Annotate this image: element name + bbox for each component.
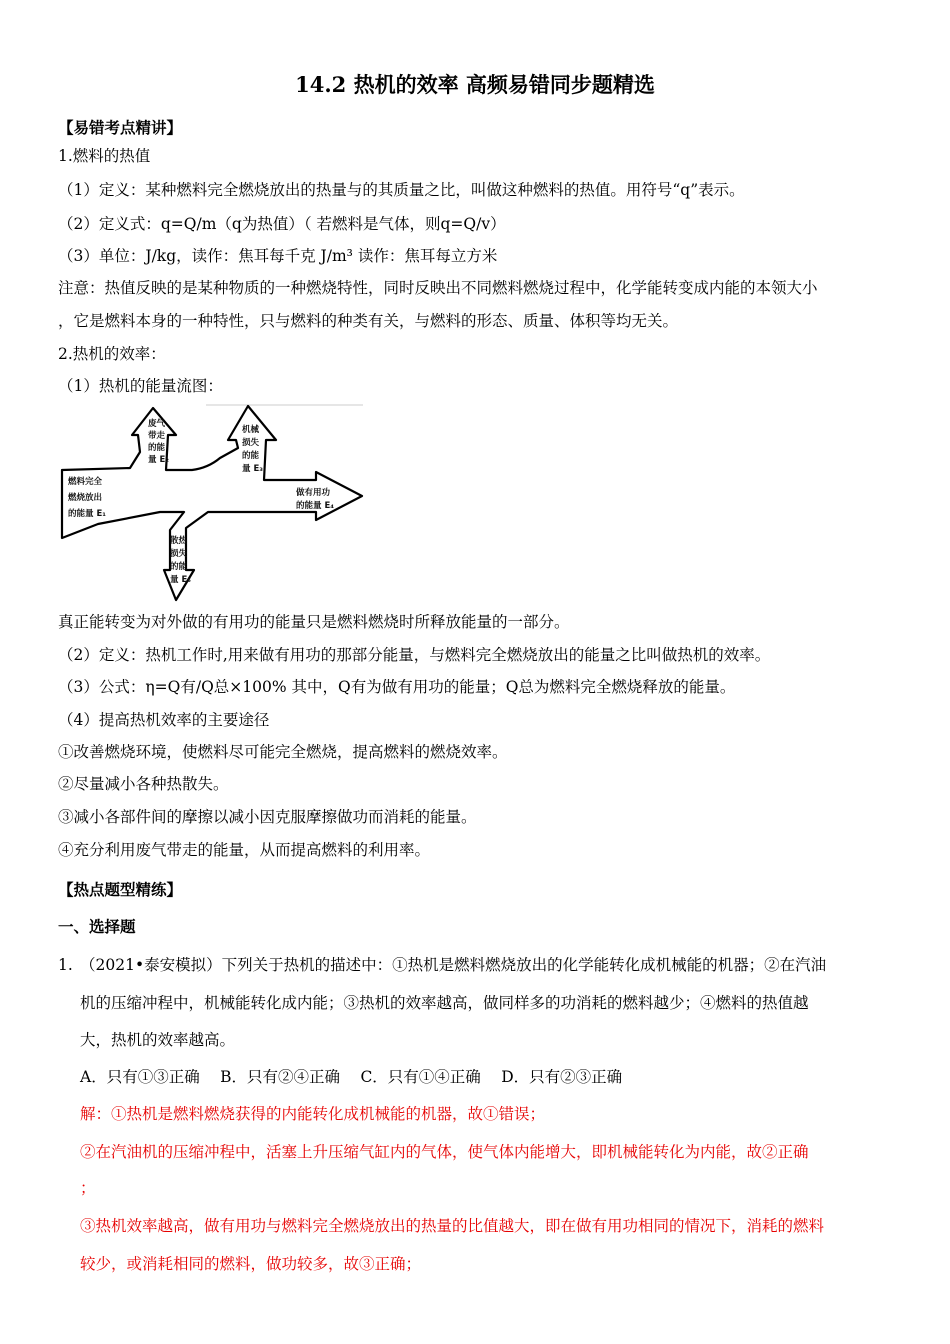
paragraph-energy-flow: （1）热机的能量流图： (58, 377, 223, 395)
paragraph-heat-value: 1.燃料的热值 (58, 147, 151, 165)
heat-label-line-3: 的能 (170, 562, 188, 572)
exhaust-label-line-2: 带走 (148, 431, 166, 441)
paragraph-definition: （1）定义：某种燃料完全燃烧放出的热量与的其质量之比，叫做这种燃料的热值。用符号“q”表示。 (58, 181, 745, 199)
solution-line-1: 解：①热机是燃料燃烧获得的内能转化成机械能的机器，故①错误； (80, 1105, 546, 1123)
solution-line-2b: ； (80, 1179, 96, 1197)
paragraph-efficiency-definition: （2）定义：热机工作时,用来做有用功的那部分能量，与燃料完全燃烧放出的能量之比叫做热机的效率。 (58, 646, 771, 664)
paragraph-efficiency: 2.热机的效率： (58, 345, 166, 363)
exhaust-label-line-3: 的能 (148, 443, 166, 453)
question-line-1: （2021•泰安模拟）下列关于热机的描述中：①热机是燃料燃烧放出的化学能转化成机械能的机器；②在汽油 (80, 956, 827, 974)
note-line-2: ，它是燃料本身的一种特性，只与燃料的种类有关，与燃料的形态、质量、体积等均无关。 (58, 312, 679, 330)
mech-label-line-4: 量 E₃ (242, 464, 263, 474)
question-number: 1. (58, 956, 73, 974)
useful-label-line-2: 的能量 E₄ (296, 501, 334, 511)
useful-label-line-1: 做有用功 (296, 488, 331, 498)
heat-label-line-2: 损失 (170, 549, 188, 559)
paragraph-formula: （2）定义式：q=Q/m（q为热值）（ 若燃料是气体，则q=Q/v） (58, 215, 506, 233)
heat-label-line-1: 散热 (170, 536, 188, 546)
solution-line-3b: 较少，或消耗相同的燃料，做功较多，故③正确； (80, 1255, 422, 1273)
subsection-multiple-choice: 一、选择题 (58, 917, 136, 936)
input-label-line-3: 的能量 E₁ (68, 509, 106, 519)
section-heading-practice: 【热点题型精练】 (58, 880, 183, 899)
solution-line-2a: ②在汽油机的压缩冲程中，活塞上升压缩气缸内的气体，使气体内能增大，即机械能转化为内能，故②正确 (80, 1143, 809, 1161)
input-label-line-1: 燃料完全 (68, 477, 103, 487)
paragraph-efficiency-formula: （3）公式：η=Q有/Q总×100% 其中，Q有为做有用功的能量；Q总为燃料完全燃烧释放的能量。 (58, 678, 736, 696)
exhaust-label-line-1: 废气 (148, 419, 166, 429)
way-item-4: ④充分利用废气带走的能量，从而提高燃料的利用率。 (58, 841, 431, 859)
mech-label-line-3: 的能 (242, 451, 260, 461)
question-line-2: 机的压缩冲程中，机械能转化成内能；③热机的效率越高，做同样多的功消耗的燃料越少；④燃料的热值越 (80, 994, 809, 1012)
way-item-3: ③减小各部件间的摩擦以减小因克服摩擦做功而消耗的能量。 (58, 808, 477, 826)
mech-label-line-1: 机械 (242, 425, 260, 435)
question-line-3: 大，热机的效率越高。 (80, 1031, 236, 1049)
paragraph-improve-ways: （4）提高热机效率的主要途径 (58, 711, 270, 729)
section-heading-key-points: 【易错考点精讲】 (58, 118, 183, 137)
paragraph-unit: （3）单位：J/kg，读作：焦耳每千克 J/m³ 读作：焦耳每立方米 (58, 247, 498, 265)
energy-flow-diagram (58, 400, 368, 605)
mech-label-line-2: 损失 (242, 438, 260, 448)
page-title: 14.2 热机的效率 高频易错同步题精选 (295, 72, 655, 97)
heat-label-line-4: 量 E₅ (170, 575, 191, 585)
input-label-line-2: 燃烧放出 (68, 493, 103, 503)
way-item-1: ①改善燃烧环境，使燃料尽可能完全燃烧，提高燃料的燃烧效率。 (58, 743, 508, 761)
solution-line-3a: ③热机效率越高，做有用功与燃料完全燃烧放出的热量的比值越大，即在做有用功相同的情况下，消耗的燃料 (80, 1217, 825, 1235)
paragraph-useful-part: 真正能转变为对外做的有用功的能量只是燃料燃烧时所释放能量的一部分。 (58, 613, 570, 631)
answer-options: A．只有①③正确 B．只有②④正确 C．只有①④正确 D．只有②③正确 (80, 1068, 623, 1086)
note-line-1: 注意：热值反映的是某种物质的一种燃烧特性，同时反映出不同燃料燃烧过程中，化学能转变成内能的本领大小 (58, 279, 818, 297)
exhaust-label-line-4: 量 E₂ (148, 455, 169, 465)
way-item-2: ②尽量减小各种热散失。 (58, 775, 229, 793)
